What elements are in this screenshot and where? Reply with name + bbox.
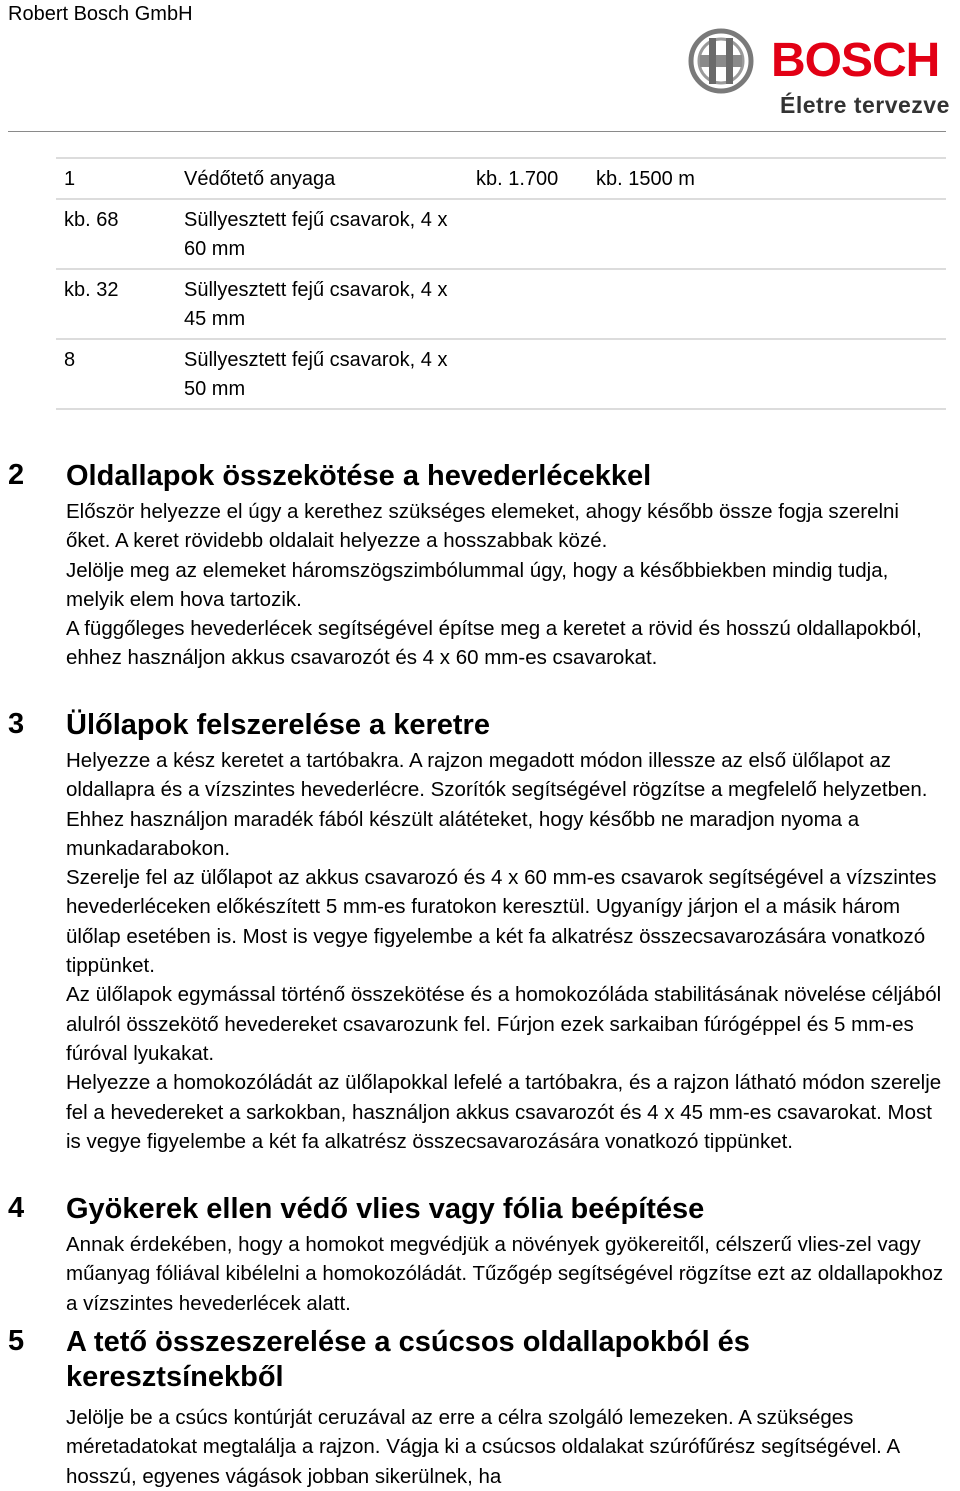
parts-qty-cell: kb. 68 <box>64 209 119 231</box>
parts-dim-cell <box>588 339 702 409</box>
paragraph: Jelölje be a csúcs kontúrját ceruzával az erre a célra szolgáló lemezeken. A szükséges méretadatokat megtalálja a rajzon. Vágja ki a csúcsos oldalakat szúrófűrész segítségével. A hosszú, egyenes vágások jobban sikerülnek, ha <box>66 1406 899 1488</box>
section-number: 2 <box>8 459 25 491</box>
parts-dim-cell <box>588 269 702 339</box>
table-cell-empty <box>702 158 946 199</box>
paragraph: Az ülőlapok egymással történő összekötése és a homokozóláda stabilitásának növelése céljából alulról összekötő hevedereket csavarozunk fel. Fúrjon ezek sarkaiban fúrógéppel és 5 mm-es fúróval lyukakat. <box>66 983 942 1065</box>
paragraph: Helyezze a homokozóládát az ülőlapokkal lefelé a tartóbakra, és a rajzon látható módon szerelje fel a hevedereket a sarkokban, használjon akkus csavarozót és 4 x 45 mm-es csavarokat. Most is vegye figyelembe a két fa alkatrész összecsavarozására vonatkozó tippünket. <box>66 1071 942 1153</box>
table-cell-empty <box>702 269 946 339</box>
parts-dim-cell: kb. 1500 m <box>588 158 702 199</box>
header-divider <box>8 131 946 132</box>
parts-qty-cell: 1 <box>56 158 176 199</box>
parts-qty-cell: kb. 32 <box>64 279 119 301</box>
bosch-armature-icon <box>688 28 754 94</box>
paragraph: Először helyezze el úgy a kerethez szükséges elemeket, ahogy később össze fogja szerelni őket. A keret rövidebb oldalait helyezze a hosszabbak közé. <box>66 500 899 553</box>
paragraph: Annak érdekében, hogy a homokot megvédjük a növények gyökereitől, célszerű vlies-zel vagy műanyag fóliával kibélelni a homokozóládát. Tűzőgép segítségével rögzítse ezt az oldallapokhoz a vízszintes hevederlécek alatt. <box>66 1233 944 1315</box>
paragraph: A függőleges hevederlécek segítségével építse meg a keretet a rövid és hosszú oldallapokból, ehhez használjon akkus csavarozót és 4 x 60 mm-es csavarokat. <box>66 617 922 670</box>
section-body <box>66 1230 946 1318</box>
paragraph: Helyezze a kész keretet a tartóbakra. A rajzon megadott módon illessze az első ülőlapot az oldallapra és a vízszintes hevederlécre. Szorítók segítségével rögzítse a megfelelő helyzetben. Ehhez használjon maradék fából készült alátéteket, hogy később ne maradjon nyoma a munkadarabokon. <box>66 749 928 860</box>
table-row <box>56 339 946 409</box>
parts-dim-cell <box>588 199 702 269</box>
bosch-logo <box>688 28 958 123</box>
section-title: A tető összeszerelése a csúcsos oldallapokból és keresztsínekből <box>66 1326 750 1393</box>
section-body <box>66 746 946 1156</box>
parts-dim-cell: kb. 1.700 <box>468 158 588 199</box>
table-row <box>56 158 946 199</box>
section-title: Gyökerek ellen védő vlies vagy fólia beépítése <box>66 1193 705 1225</box>
parts-name-cell: Süllyesztett fejű csavarok, 4 x 50 mm <box>184 349 448 400</box>
parts-table <box>56 157 946 410</box>
parts-name-cell: Védőtető anyaga <box>176 158 468 199</box>
parts-dim-cell <box>468 269 588 339</box>
section-body <box>66 1403 946 1491</box>
parts-name-cell: Süllyesztett fejű csavarok, 4 x 60 mm <box>184 209 448 260</box>
parts-qty-cell: 8 <box>64 349 76 371</box>
section-number: 4 <box>8 1192 25 1224</box>
table-cell-empty <box>702 339 946 409</box>
brand-slogan: Életre tervezve <box>780 92 950 118</box>
section-title: Ülőlapok felszerelése a keretre <box>66 709 490 741</box>
section-number: 3 <box>8 708 25 740</box>
table-cell-empty <box>702 199 946 269</box>
paragraph: Jelölje meg az elemeket háromszögszimbólummal úgy, hogy a későbbiekben mindig tudja, melyik elem hova tartozik. <box>66 558 889 611</box>
table-row <box>56 269 946 339</box>
section-title: Oldallapok összekötése a hevederlécekkel <box>66 460 652 492</box>
paragraph: Szerelje fel az ülőlapot az akkus csavarozó és 4 x 60 mm-es csavarok segítségével a vízszintes hevederléceken előkészített 5 mm-es furatokon keresztül. Ugyanígy járjon el a másik három ülőlap esetében is. Most is vegye figyelembe a két fa alkatrész összecsavarozására vonatkozó tippünket. <box>66 866 937 978</box>
section-body <box>66 497 946 673</box>
section-number: 5 <box>8 1325 25 1357</box>
company-name: Robert Bosch GmbH <box>8 3 193 25</box>
table-row <box>56 199 946 269</box>
parts-dim-cell <box>468 339 588 409</box>
brand-name: BOSCH <box>771 34 940 87</box>
parts-dim-cell <box>468 199 588 269</box>
parts-name-cell: Süllyesztett fejű csavarok, 4 x 45 mm <box>184 279 448 330</box>
